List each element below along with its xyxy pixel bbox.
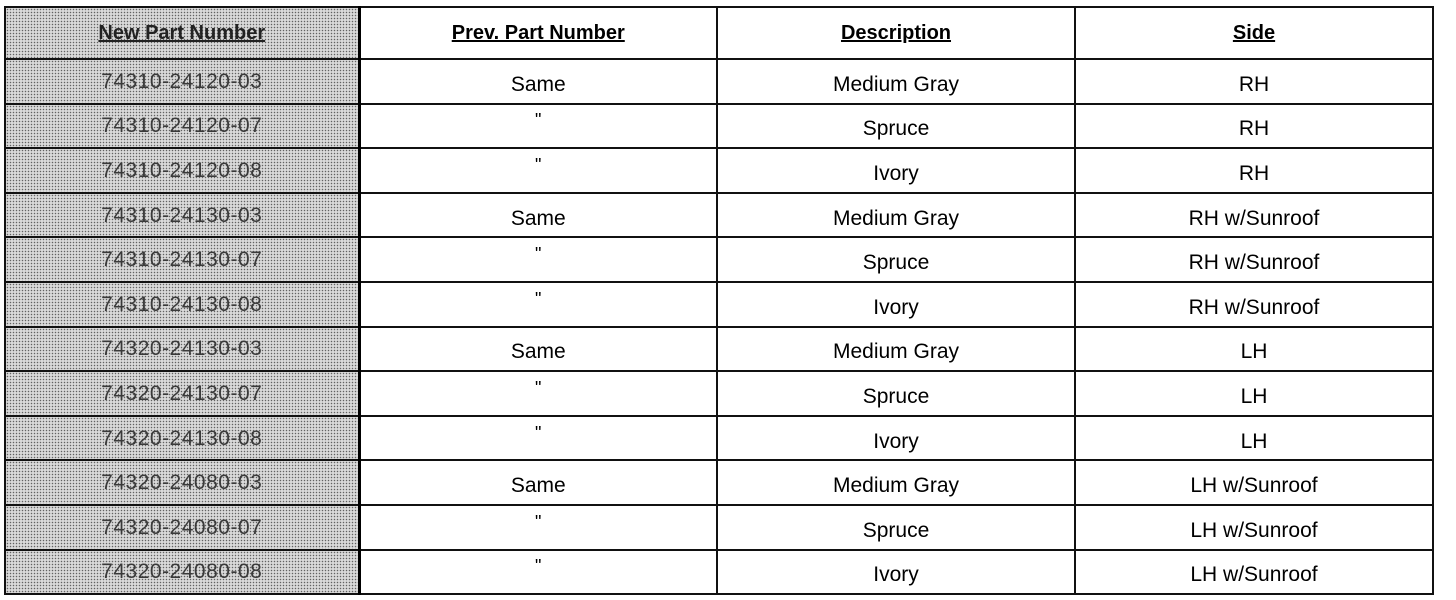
side-text: RH — [1238, 72, 1270, 96]
new-part-number-text: 74310-24130-08 — [101, 292, 263, 316]
new-part-number-text: 74320-24080-07 — [101, 515, 263, 539]
description-cell — [717, 505, 1075, 550]
table-row — [5, 193, 1433, 238]
prev-part-number-cell — [359, 505, 717, 550]
header-prev-part-number: Prev. Part Number — [359, 7, 717, 59]
prev-part-number-cell — [359, 104, 717, 149]
header-description: Description — [717, 7, 1075, 59]
description-cell — [717, 193, 1075, 238]
new-part-number-cell — [5, 104, 359, 149]
description-text: Spruce — [862, 384, 930, 408]
table-row — [5, 371, 1433, 416]
side-text: RH w/Sunroof — [1188, 206, 1320, 230]
side-cell — [1075, 59, 1433, 104]
side-text: LH w/Sunroof — [1190, 563, 1318, 587]
table-row — [5, 505, 1433, 550]
new-part-number-cell — [5, 193, 359, 238]
side-text: LH w/Sunroof — [1190, 474, 1318, 498]
side-cell — [1075, 104, 1433, 149]
side-text: RH — [1238, 161, 1270, 185]
prev-part-number-cell — [359, 550, 717, 595]
description-text: Medium Gray — [832, 72, 960, 96]
table-row — [5, 460, 1433, 505]
table-row — [5, 104, 1433, 149]
prev-part-number-text: " — [535, 556, 542, 577]
table-row — [5, 327, 1433, 372]
new-part-number-text: 74320-24130-03 — [101, 337, 263, 361]
side-text: RH w/Sunroof — [1188, 295, 1320, 319]
prev-part-number-text: Same — [510, 72, 566, 96]
side-cell — [1075, 193, 1433, 238]
prev-part-number-text: " — [535, 110, 542, 131]
description-cell — [717, 327, 1075, 372]
side-cell — [1075, 148, 1433, 193]
description-text: Medium Gray — [832, 474, 960, 498]
table-row — [5, 237, 1433, 282]
prev-part-number-text: " — [535, 244, 542, 265]
side-cell — [1075, 327, 1433, 372]
new-part-number-text: 74320-24130-08 — [101, 426, 263, 450]
description-text: Medium Gray — [832, 340, 960, 364]
new-part-number-cell — [5, 237, 359, 282]
side-text: RH — [1238, 117, 1270, 141]
new-part-number-cell — [5, 59, 359, 104]
side-cell — [1075, 550, 1433, 595]
table-row — [5, 550, 1433, 595]
description-cell — [717, 460, 1075, 505]
new-part-number-text: 74310-24130-03 — [101, 203, 263, 227]
side-cell — [1075, 282, 1433, 327]
prev-part-number-cell — [359, 327, 717, 372]
side-text: RH w/Sunroof — [1188, 251, 1320, 275]
description-text: Medium Gray — [832, 206, 960, 230]
prev-part-number-text: " — [535, 422, 542, 443]
parts-sheet — [4, 6, 1432, 593]
header-row — [5, 7, 1433, 59]
description-text: Spruce — [862, 251, 930, 275]
description-cell — [717, 104, 1075, 149]
description-text: Ivory — [873, 563, 919, 587]
description-text: Ivory — [873, 161, 919, 185]
prev-part-number-cell — [359, 416, 717, 461]
side-text: LH — [1240, 384, 1268, 408]
description-cell — [717, 282, 1075, 327]
description-cell — [717, 237, 1075, 282]
new-part-number-text: 74310-24120-03 — [101, 69, 263, 93]
new-part-number-text: 74310-24120-07 — [101, 114, 263, 138]
side-cell — [1075, 460, 1433, 505]
prev-part-number-cell — [359, 59, 717, 104]
new-part-number-cell — [5, 416, 359, 461]
description-text: Ivory — [873, 429, 919, 453]
new-part-number-text: 74320-24080-08 — [101, 560, 263, 584]
description-cell — [717, 550, 1075, 595]
prev-part-number-text: " — [535, 154, 542, 175]
table-row — [5, 282, 1433, 327]
header-side: Side — [1075, 7, 1433, 59]
header-new-part-number: New Part Number — [5, 7, 359, 59]
prev-part-number-cell — [359, 282, 717, 327]
table-row — [5, 59, 1433, 104]
new-part-number-text: 74310-24120-08 — [101, 158, 263, 182]
new-part-number-cell — [5, 505, 359, 550]
prev-part-number-text: " — [535, 511, 542, 532]
side-cell — [1075, 371, 1433, 416]
new-part-number-cell — [5, 550, 359, 595]
prev-part-number-cell — [359, 460, 717, 505]
new-part-number-cell — [5, 282, 359, 327]
side-text: LH w/Sunroof — [1190, 518, 1318, 542]
prev-part-number-text: " — [535, 377, 542, 398]
prev-part-number-text: Same — [510, 340, 566, 364]
new-part-number-cell — [5, 371, 359, 416]
description-text: Ivory — [873, 295, 919, 319]
side-text: LH — [1240, 429, 1268, 453]
prev-part-number-cell — [359, 237, 717, 282]
table-row — [5, 148, 1433, 193]
description-cell — [717, 416, 1075, 461]
side-cell — [1075, 505, 1433, 550]
parts-table — [4, 6, 1434, 595]
description-cell — [717, 59, 1075, 104]
new-part-number-cell — [5, 148, 359, 193]
prev-part-number-cell — [359, 371, 717, 416]
prev-part-number-cell — [359, 193, 717, 238]
new-part-number-cell — [5, 327, 359, 372]
side-cell — [1075, 237, 1433, 282]
description-cell — [717, 371, 1075, 416]
prev-part-number-text: Same — [510, 206, 566, 230]
prev-part-number-text: Same — [510, 474, 566, 498]
new-part-number-text: 74310-24130-07 — [101, 248, 263, 272]
prev-part-number-text: " — [535, 288, 542, 309]
new-part-number-text: 74320-24080-03 — [101, 471, 263, 495]
description-text: Spruce — [862, 117, 930, 141]
table-row — [5, 416, 1433, 461]
new-part-number-cell — [5, 460, 359, 505]
description-cell — [717, 148, 1075, 193]
description-text: Spruce — [862, 518, 930, 542]
new-part-number-text: 74320-24130-07 — [101, 381, 263, 405]
prev-part-number-cell — [359, 148, 717, 193]
side-cell — [1075, 416, 1433, 461]
side-text: LH — [1240, 340, 1268, 364]
